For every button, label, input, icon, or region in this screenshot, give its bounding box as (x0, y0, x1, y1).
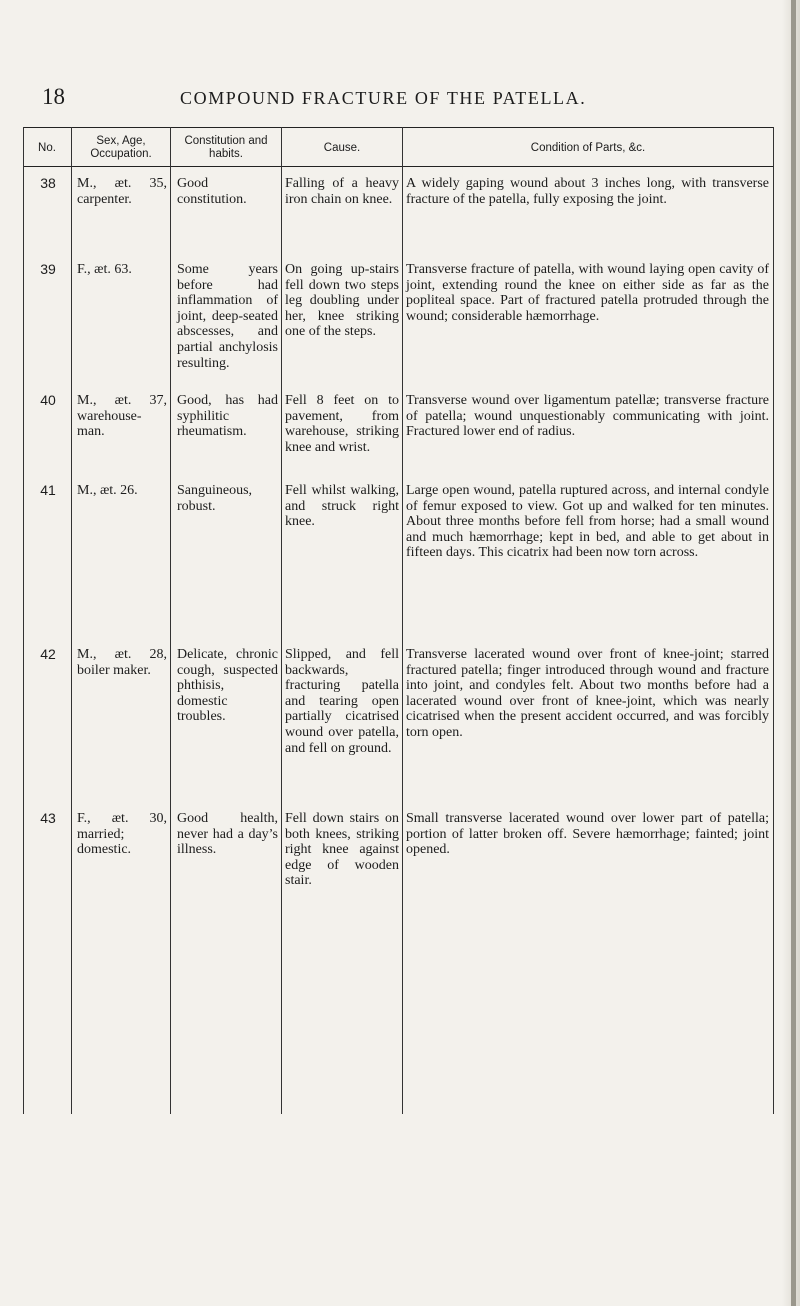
constitution-cell: Delicate, chronic cough, suspected phthisis, domestic troubles. (177, 647, 278, 725)
cause-cell: Slipped, and fell backwards, fracturing patella and tearing open partially cicatrised wound over patella, and fell on ground. (285, 647, 399, 756)
condition-cell: A widely gaping wound about 3 inches long, with transverse fracture of the patella, fully exposing the joint. (406, 176, 769, 207)
sex-age-cell: M., æt. 28, boiler maker. (77, 647, 167, 678)
condition-cell: Transverse lacerated wound over front of knee-joint; starred fractured patella; finger introduced through wound and fracture into joint, and condyles felt. About two months before had a lacerated wound over front of knee-joint, which was nearly cicatrised when the present accident occurred, and was forcibly torn open. (406, 647, 769, 740)
column-divider (71, 127, 72, 1114)
table-top-rule (23, 127, 773, 128)
column-divider (773, 127, 774, 1114)
condition-cell: Transverse wound over ligamentum patellæ; transverse fracture of patella; wound unquestionably communicating with joint. Fractured lower end of radius. (406, 393, 769, 440)
constitution-cell: Sanguineous, robust. (177, 483, 253, 514)
case-number: 43 (40, 810, 56, 826)
column-header-constitution: Constitution and habits. (184, 135, 268, 160)
column-divider (402, 127, 403, 1114)
column-header-sex-age: Sex, Age, Occupation. (90, 135, 152, 160)
constitution-cell: Some years before had inflammation of joint, deep-seated abscesses, and partial anchylosis resulting. (177, 262, 278, 371)
sex-age-cell: M., æt. 35, carpenter. (77, 176, 167, 207)
column-divider (281, 127, 282, 1114)
cause-cell: On going up-stairs fell down two steps leg doubling under her, knee striking one of the steps. (285, 262, 399, 340)
sex-age-cell: M., æt. 26. (77, 483, 138, 498)
cause-cell: Fell whilst walking, and struck right knee. (285, 483, 399, 530)
case-number: 39 (40, 261, 56, 277)
running-head: COMPOUND FRACTURE OF THE PATELLA. (180, 88, 587, 108)
cause-cell: Fell 8 feet on to pavement, from warehouse, striking knee and wrist. (285, 393, 399, 455)
cause-cell: Fell down stairs on both knees, striking right knee against edge of wooden stair. (285, 811, 399, 889)
case-number: 41 (40, 482, 56, 498)
constitution-cell: Good health, never had a day’s illness. (177, 811, 278, 858)
page-number: 18 (42, 84, 65, 109)
case-number: 40 (40, 392, 56, 408)
cause-cell: Falling of a heavy iron chain on knee. (285, 176, 399, 207)
case-number: 38 (40, 175, 56, 191)
column-header-condition: Condition of Parts, &c. (530, 141, 646, 154)
condition-cell: Large open wound, patella ruptured across, and internal condyle of femur exposed to view. Got up and walked for ten minutes. About three months before fell from horse; had a small wound and much hæmorrhage; kept in bed, and able to get about in fifteen days. This cicatrix had been now torn across. (406, 483, 769, 561)
condition-cell: Transverse fracture of patella, with wound laying open cavity of joint, extending round the knee on either side as far as the popliteal space. Part of fractured patella protruded through the wound; considerable hæmorrhage. (406, 262, 769, 324)
constitution-cell: Good, has had syphilitic rheumatism. (177, 393, 278, 440)
column-header-no: No. (38, 141, 56, 154)
page-binding-edge (791, 0, 796, 1306)
column-divider (170, 127, 171, 1114)
table-header-rule (23, 166, 773, 167)
column-divider (23, 127, 24, 1114)
sex-age-cell: F., æt. 30, married; domestic. (77, 811, 167, 858)
sex-age-cell: M., æt. 37, warehouse-man. (77, 393, 167, 440)
sex-age-cell: F., æt. 63. (77, 262, 132, 277)
case-number: 42 (40, 646, 56, 662)
condition-cell: Small transverse lacerated wound over lower part of patella; portion of latter broken off. Severe hæmorrhage; fainted; joint opened. (406, 811, 769, 858)
constitution-cell: Good constitution. (177, 176, 247, 207)
column-header-cause: Cause. (323, 141, 361, 154)
